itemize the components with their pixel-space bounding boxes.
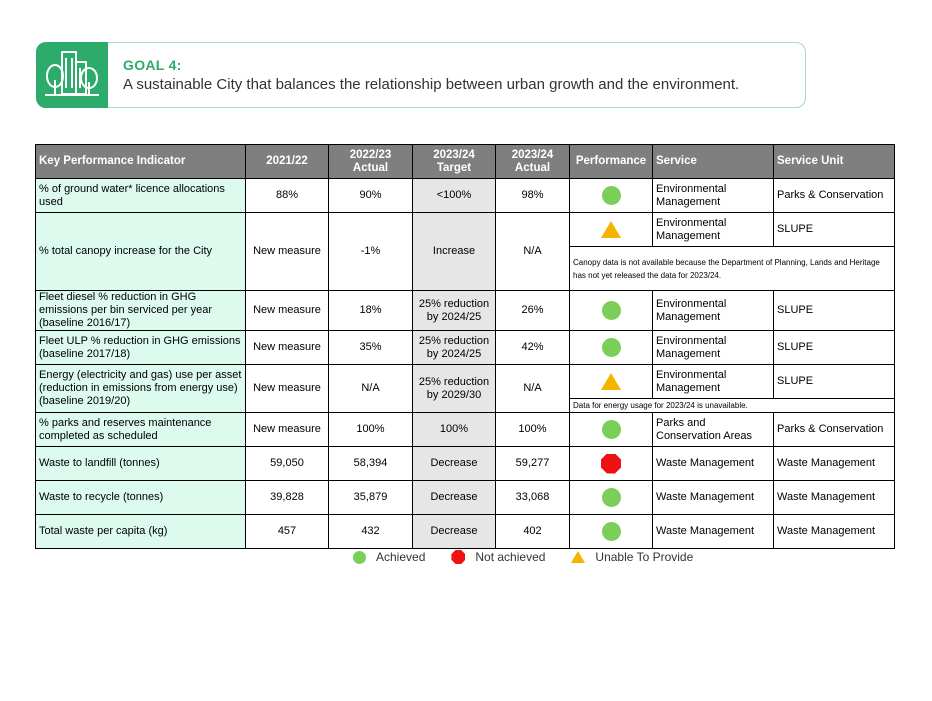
col-header-2023-24-target: 2023/24 Target: [413, 145, 496, 179]
kpi-name-cell: % total canopy increase for the City: [36, 213, 246, 291]
target-2023-24-cell: 25% reduction by 2024/25: [413, 291, 496, 331]
service-cell: Environmental Management: [653, 179, 774, 213]
value-2021-22-cell: 59,050: [246, 447, 329, 481]
value-2021-22-cell: 88%: [246, 179, 329, 213]
city-trees-icon: [36, 42, 108, 108]
actual-2023-24-cell: N/A: [496, 365, 570, 413]
target-2023-24-cell: Decrease: [413, 447, 496, 481]
note-cell: Canopy data is not available because the Department of Planning, Lands and Heritage has not yet released the data for 2023/24.: [570, 247, 895, 291]
unable-triangle-icon: [601, 221, 621, 238]
kpi-name-cell: % parks and reserves maintenance completed as scheduled: [36, 413, 246, 447]
kpi-table: [35, 144, 895, 549]
value-2022-23-cell: 18%: [329, 291, 413, 331]
performance-cell: [570, 213, 653, 247]
service-unit-cell: Waste Management: [774, 515, 895, 549]
actual-2023-24-cell: N/A: [496, 213, 570, 291]
goal-banner: [36, 42, 806, 108]
col-header-2022-23-actual: 2022/23 Actual: [329, 145, 413, 179]
kpi-name-cell: Waste to recycle (tonnes): [36, 481, 246, 515]
target-2023-24-cell: 25% reduction by 2024/25: [413, 331, 496, 365]
target-2023-24-cell: Decrease: [413, 515, 496, 549]
service-cell: Parks and Conservation Areas: [653, 413, 774, 447]
value-2022-23-cell: N/A: [329, 365, 413, 413]
actual-2023-24-cell: 33,068: [496, 481, 570, 515]
actual-2023-24-cell: 98%: [496, 179, 570, 213]
col-header-performance: Performance: [570, 145, 653, 179]
performance-cell: [570, 291, 653, 331]
service-cell: Environmental Management: [653, 291, 774, 331]
value-2022-23-cell: -1%: [329, 213, 413, 291]
legend-unable-label: Unable To Provide: [595, 550, 694, 564]
legend-not-achieved-label: Not achieved: [475, 550, 546, 564]
achieved-circle-icon: [602, 301, 621, 320]
achieved-circle-icon: [602, 522, 621, 541]
table-row: [36, 291, 895, 331]
service-cell: Environmental Management: [653, 365, 774, 399]
value-2022-23-cell: 35,879: [329, 481, 413, 515]
service-cell: Waste Management: [653, 515, 774, 549]
performance-cell: [570, 365, 653, 399]
achieved-circle-icon: [602, 186, 621, 205]
kpi-name-cell: Fleet ULP % reduction in GHG emissions (baseline 2017/18): [36, 331, 246, 365]
achieved-circle-icon: [602, 420, 621, 439]
service-unit-cell: SLUPE: [774, 213, 895, 247]
target-2023-24-cell: 100%: [413, 413, 496, 447]
target-2023-24-cell: Increase: [413, 213, 496, 291]
not-achieved-octagon-icon: [601, 454, 621, 474]
performance-cell: [570, 179, 653, 213]
unable-triangle-icon: [601, 373, 621, 390]
value-2022-23-cell: 432: [329, 515, 413, 549]
performance-cell: [570, 447, 653, 481]
unable-triangle-icon: [571, 551, 585, 563]
service-unit-cell: Waste Management: [774, 447, 895, 481]
value-2022-23-cell: 35%: [329, 331, 413, 365]
note-cell: Data for energy usage for 2023/24 is unavailable.: [570, 399, 895, 413]
target-2023-24-cell: Decrease: [413, 481, 496, 515]
service-unit-cell: SLUPE: [774, 291, 895, 331]
table-row: [36, 413, 895, 447]
table-header-row: [36, 145, 895, 179]
service-unit-cell: Parks & Conservation: [774, 413, 895, 447]
value-2021-22-cell: New measure: [246, 291, 329, 331]
kpi-name-cell: Fleet diesel % reduction in GHG emissions per bin serviced per year (baseline 2016/17): [36, 291, 246, 331]
value-2021-22-cell: New measure: [246, 413, 329, 447]
achieved-circle-icon: [353, 551, 366, 564]
value-2021-22-cell: New measure: [246, 365, 329, 413]
kpi-name-cell: Energy (electricity and gas) use per asset (reduction in emissions from energy use) (baseline 2019/20): [36, 365, 246, 413]
actual-2023-24-cell: 59,277: [496, 447, 570, 481]
service-unit-cell: SLUPE: [774, 331, 895, 365]
value-2022-23-cell: 58,394: [329, 447, 413, 481]
col-header-2021-22: 2021/22: [246, 145, 329, 179]
service-cell: Environmental Management: [653, 331, 774, 365]
kpi-name-cell: % of ground water* licence allocations used: [36, 179, 246, 213]
table-row: [36, 447, 895, 481]
goal-title: GOAL 4:: [123, 57, 182, 73]
legend-achieved-label: Achieved: [376, 550, 426, 564]
performance-cell: [570, 515, 653, 549]
value-2022-23-cell: 100%: [329, 413, 413, 447]
goal-icon-box: [36, 42, 108, 108]
performance-cell: [570, 331, 653, 365]
value-2021-22-cell: New measure: [246, 213, 329, 291]
actual-2023-24-cell: 26%: [496, 291, 570, 331]
table-row: [36, 515, 895, 549]
actual-2023-24-cell: 100%: [496, 413, 570, 447]
kpi-name-cell: Waste to landfill (tonnes): [36, 447, 246, 481]
table-row: [36, 331, 895, 365]
target-2023-24-cell: 25% reduction by 2029/30: [413, 365, 496, 413]
actual-2023-24-cell: 42%: [496, 331, 570, 365]
table-row: [36, 481, 895, 515]
legend-unable: [571, 550, 693, 564]
not-achieved-octagon-icon: [451, 550, 465, 564]
legend-not-achieved: [451, 550, 545, 564]
target-2023-24-cell: <100%: [413, 179, 496, 213]
performance-cell: [570, 481, 653, 515]
table-row: [36, 213, 895, 247]
col-header-kpi: Key Performance Indicator: [36, 145, 246, 179]
goal-description: A sustainable City that balances the relationship between urban growth and the environment.: [123, 76, 740, 93]
service-cell: Waste Management: [653, 481, 774, 515]
legend-achieved: [353, 550, 425, 564]
service-unit-cell: Waste Management: [774, 481, 895, 515]
value-2021-22-cell: 457: [246, 515, 329, 549]
service-unit-cell: SLUPE: [774, 365, 895, 399]
table-body: [36, 179, 895, 549]
service-unit-cell: Parks & Conservation: [774, 179, 895, 213]
achieved-circle-icon: [602, 338, 621, 357]
col-header-2023-24-actual: 2023/24 Actual: [496, 145, 570, 179]
value-2022-23-cell: 90%: [329, 179, 413, 213]
col-header-service-unit: Service Unit: [774, 145, 895, 179]
value-2021-22-cell: New measure: [246, 331, 329, 365]
kpi-name-cell: Total waste per capita (kg): [36, 515, 246, 549]
actual-2023-24-cell: 402: [496, 515, 570, 549]
service-cell: Environmental Management: [653, 213, 774, 247]
col-header-service: Service: [653, 145, 774, 179]
value-2021-22-cell: 39,828: [246, 481, 329, 515]
performance-cell: [570, 413, 653, 447]
service-cell: Waste Management: [653, 447, 774, 481]
achieved-circle-icon: [602, 488, 621, 507]
table-row: [36, 179, 895, 213]
legend: [353, 550, 693, 564]
table-row: [36, 365, 895, 399]
